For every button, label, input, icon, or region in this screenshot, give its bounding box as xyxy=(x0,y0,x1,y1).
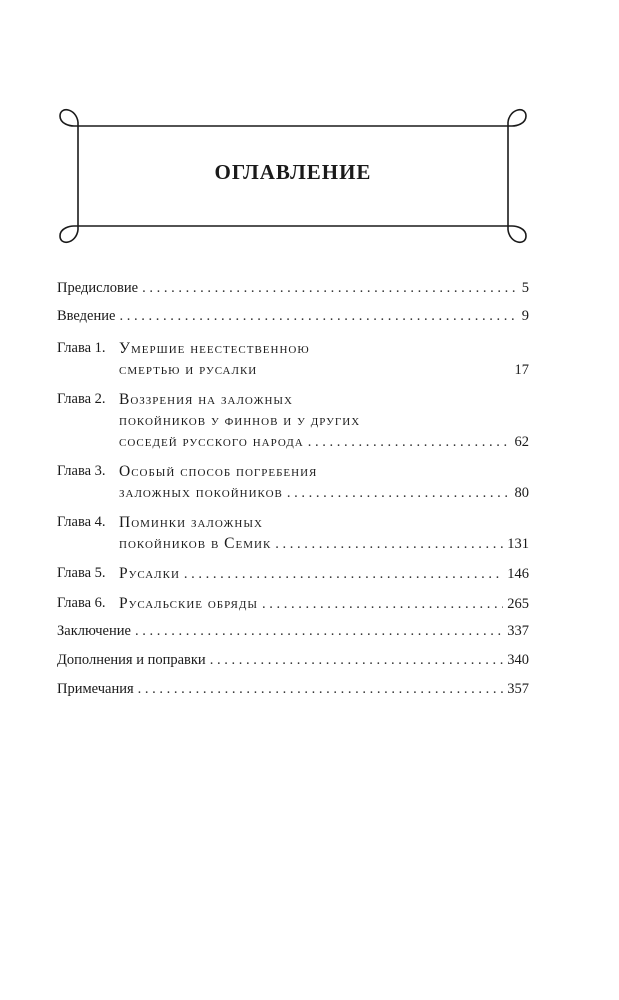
toc-entry-chapter-1[interactable] xyxy=(57,338,529,380)
toc-entry-chapter-6[interactable] xyxy=(57,593,529,614)
toc-entry-notes[interactable] xyxy=(57,681,529,701)
toc-page-number: 337 xyxy=(507,623,529,639)
chapter-title-line: Умершие неестественною xyxy=(119,340,310,357)
chapter-title-line: покойников у финнов и у других xyxy=(119,412,361,429)
dot-leader xyxy=(275,534,503,555)
chapter-number: Глава 4. xyxy=(57,514,106,530)
chapter-title-line: покойников в Семик xyxy=(119,535,272,552)
chapter-title-line: соседей русского народа xyxy=(119,433,304,450)
toc-page-number: 17 xyxy=(514,362,529,378)
toc-page-number: 146 xyxy=(507,566,529,582)
toc-entry-chapter-2[interactable] xyxy=(57,389,529,452)
toc-entry-chapter-5[interactable] xyxy=(57,563,529,584)
chapter-number: Глава 5. xyxy=(57,565,106,581)
toc-page-number: 80 xyxy=(514,485,529,501)
toc-entry-introduction[interactable] xyxy=(57,308,529,328)
dot-leader xyxy=(138,681,504,698)
chapter-number: Глава 6. xyxy=(57,595,106,611)
page-title: ОГЛАВЛЕНИЕ xyxy=(214,160,372,184)
dot-leader xyxy=(287,483,511,504)
chapter-title-line: смертью и русалки xyxy=(119,361,258,378)
dot-leader xyxy=(308,432,511,453)
chapter-title-line: Русалки xyxy=(119,565,180,582)
toc-entry-preface[interactable] xyxy=(57,280,529,300)
toc-page-number: 5 xyxy=(521,280,529,296)
chapter-title-line: Поминки заложных xyxy=(119,514,263,531)
dot-leader xyxy=(184,564,503,585)
toc-entry-chapter-4[interactable] xyxy=(57,512,529,554)
toc-page-number: 62 xyxy=(514,434,529,450)
chapter-title-line: Воззрения на заложных xyxy=(119,391,293,408)
chapter-title-line: заложных покойников xyxy=(119,484,283,501)
toc-page-number: 357 xyxy=(507,681,529,697)
toc-entry-label: Примечания xyxy=(57,681,134,697)
chapter-number: Глава 3. xyxy=(57,463,106,479)
toc-entry-chapter-3[interactable] xyxy=(57,461,529,503)
dot-leader xyxy=(119,308,517,325)
title-frame xyxy=(52,102,534,250)
dot-leader xyxy=(142,280,518,297)
toc-page-number: 131 xyxy=(507,536,529,552)
toc-entry-label: Дополнения и поправки xyxy=(57,652,206,668)
toc-entry-label: Введение xyxy=(57,308,116,324)
dot-leader xyxy=(210,652,504,669)
chapter-number: Глава 1. xyxy=(57,340,106,356)
toc-entry-addenda[interactable] xyxy=(57,652,529,672)
toc-entry-label: Заключение xyxy=(57,623,131,639)
chapter-number: Глава 2. xyxy=(57,391,106,407)
table-of-contents xyxy=(57,280,529,709)
toc-entry-label: Предисловие xyxy=(57,280,139,296)
toc-page-number: 265 xyxy=(507,596,529,612)
dot-leader xyxy=(135,623,503,640)
chapter-title-line: Особый способ погребения xyxy=(119,463,318,480)
toc-page-number: 340 xyxy=(507,652,529,668)
dot-leader xyxy=(262,594,503,615)
toc-page-number: 9 xyxy=(521,308,529,324)
toc-entry-conclusion[interactable] xyxy=(57,623,529,643)
chapter-title-line: Русальские обряды xyxy=(119,595,258,612)
